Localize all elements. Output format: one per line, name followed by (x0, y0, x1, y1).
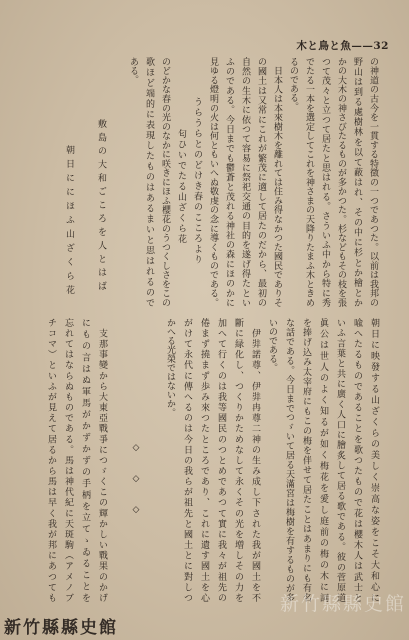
text-column: チコマ）といふが見えて居るから馬は早く我が邦にあつても (46, 318, 56, 602)
text-column: の國土は又常にこれが繁茂に適して居たのだから、最初の (256, 57, 266, 307)
section-separator: ◇ ◇ ◇ (131, 443, 141, 521)
blank-column (110, 318, 127, 602)
blank-column (109, 57, 125, 307)
text-column: 加へて行くのは我等國民のつとめであつて實に我々が祖先の (216, 318, 226, 602)
poem-line: うらうらとのどけき春のこころより (192, 97, 202, 265)
text-column: 見ゆる燈明の火は何ともいへぬ敬虔の念に導くものである。 (208, 57, 218, 307)
watermark-faint: 新竹縣縣史館 (279, 593, 406, 615)
text-column: がけて永代に傳へるのは今日の我らが祖先と國土とに對しつ (182, 318, 192, 602)
poem-line: 敷島の大和ごころを人とはば (96, 119, 106, 295)
text-column: のどかな春の光のなかに咲きにほふ櫻花のうつくしさをこの (160, 57, 170, 307)
watermark-stamp: 新竹縣縣史館 (4, 618, 118, 638)
text-column: 喩へたるものであることを歌つたもので花は櫻木人は武士と (352, 318, 362, 602)
upper-text-block (61, 57, 381, 307)
poem-line: 匂ひいでたる山ざくら花 (176, 129, 186, 245)
text-column: かの大木の神さびたるものが多かつた。杉などもその枝を張 (336, 57, 346, 307)
text-column: つて茂々と立つて居たと思はれる。さういふ中から特に秀 (320, 57, 330, 307)
text-column: 日本人は本來樹木を離れては住み得なかつた國民でありそ (272, 57, 282, 307)
text-column: を捧げ込み太宰府にもこの梅を伴せて居たことはあまりにも有名 (301, 318, 311, 602)
text-column: 自然の生木に依つて容易に祭祀交通の目的を遂げ得たとい (240, 57, 250, 307)
text-column: いのである。 (267, 318, 277, 372)
text-column: いふ言葉と共に廣く人口に膾炙して居る歌である。彼の菅原道 (335, 318, 345, 602)
text-column: 倦まず撓まず歩み來つたところであり、これに遺す國土を心 (199, 318, 209, 602)
text-column: ふのである。今日までも鬱蒼と茂れる神社の森にほのかに (224, 57, 234, 307)
text-column: にもの言はぬ軍馬がかずかずの手柄を立てゝゐることを (80, 318, 90, 602)
text-column: な話である。今日までつゞいて居る天滿宮は梅樹を有するものが多 (284, 318, 294, 602)
blank-column (77, 57, 93, 307)
text-column: 野山は到る處樹林を以て蔽はれ、その中に杉とか檜とか (352, 57, 362, 307)
text-column: るのである。 (288, 57, 298, 111)
text-column: 眞公は世人のよく知るが如く梅花を愛し庭前の梅の木に詞 (318, 318, 328, 602)
text-column: 伊弉諾尊、伊弉冉尊二神の生み成し下された我が國土を不 (250, 318, 260, 602)
running-header: 木と鳥と魚——32 (296, 40, 389, 52)
text-column: 歌ほど端的に表現したものはあるまいと思はれるので (144, 57, 154, 307)
text-column: でたる一本を選定してこれを神さまの天降りたまふ木ときめ (304, 57, 314, 307)
text-column: の神道の古今を一貫する特徴の一つであつた。以前は我邦の (368, 57, 378, 307)
text-column: 忘れてはならぬものである。馬は神代紀に天斑駒（アメノブ (63, 318, 73, 602)
lower-text-block (42, 318, 382, 602)
text-column: 斷に緑化し、つくりかためなして永くその光を増しその力を (233, 318, 243, 602)
poem-line: 朝日ににほふ山ざくら花 (64, 145, 74, 299)
blank-column (144, 318, 161, 602)
text-column: 支那事變から大東亞戰爭につゞくこの輝かしい戰果のかげ (97, 318, 107, 602)
text-column: 朝日に映發する山ざくらの美しく崇高な姿をこそ大和心に (369, 318, 379, 602)
text-column: かへる光榮ではないか。 (165, 318, 175, 417)
text-column: ある。 (128, 57, 138, 84)
